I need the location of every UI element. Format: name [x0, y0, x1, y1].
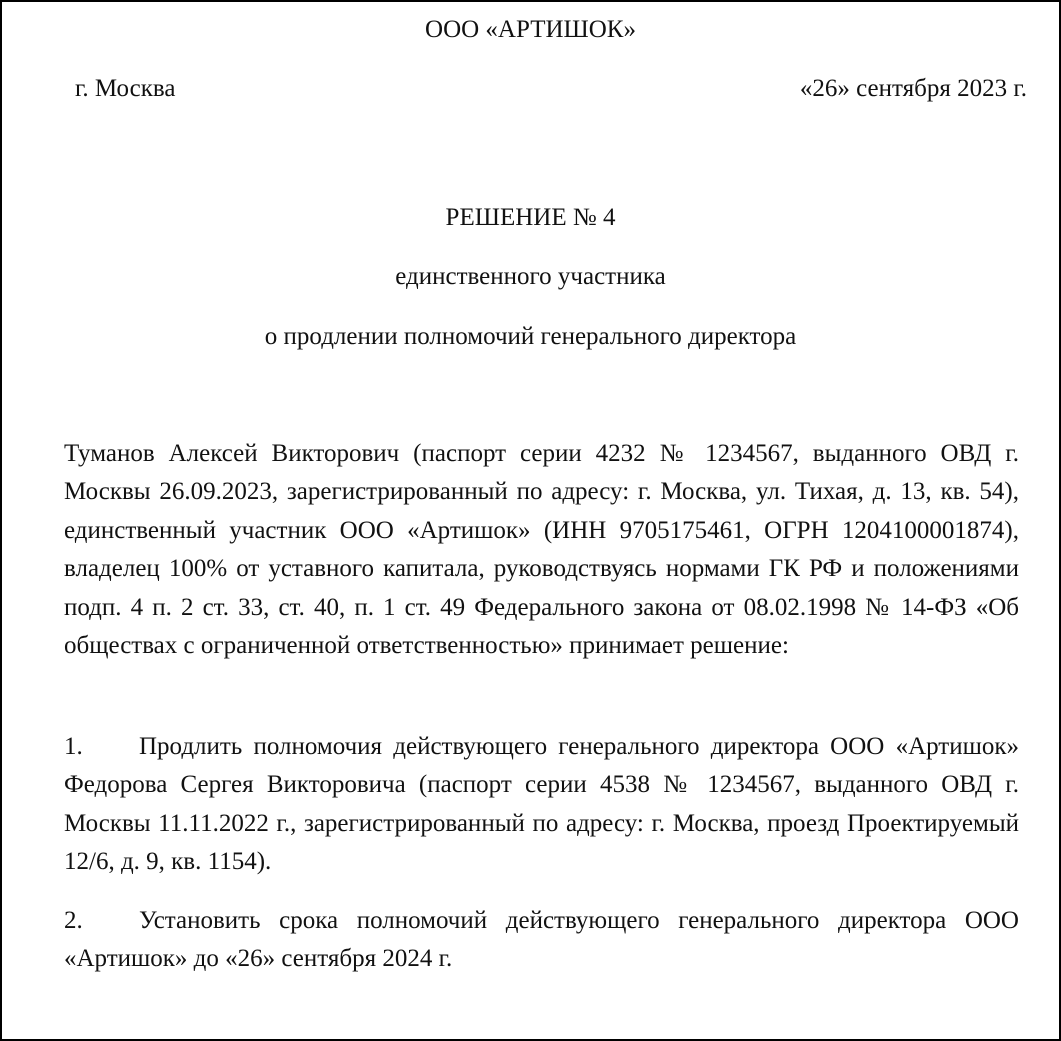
company-name: ООО «АРТИШОК»: [425, 16, 636, 43]
document-subtitle-line-1: единственного участника: [395, 263, 666, 290]
city: г. Москва: [75, 75, 176, 102]
decision-item-text: Установить срока полномочий действующего генерального директора ООО «Артишок» до «26» сентября 2024 г.: [64, 907, 1019, 973]
decision-item-1: [64, 728, 1019, 882]
decision-item-text: Продлить полномочия действующего генерального директора ООО «Артишок» Федорова Сергея Викторовича (паспорт серии 4538 № 1234567, выданного ОВД г. Москвы 11.11.2022 г., зарегистрированный по адресу: г. Москва, проезд Проектируемый 12/6, д. 9, кв. 1154).: [64, 733, 1019, 876]
document-date: «26» сентября 2023 г.: [799, 75, 1027, 102]
decision-item-number: 2.: [64, 907, 83, 934]
intro-paragraph: Туманов Алексей Викторович (паспорт серии 4232 № 1234567, выданного ОВД г. Москвы 26.09.2023, зарегистрированный по адресу: г. Москва, ул. Тихая, д. 13, кв. 54), единственный участник ООО «Артишок» (ИНН 9705175461, ОГРН 1204100001874), владелец 100% от уставного капитала, руководствуясь нормами ГК РФ и положениями подп. 4 п. 2 ст. 33, ст. 40, п. 1 ст. 49 Федерального закона от 08.02.1998 № 14-ФЗ «Об обществах с ограниченной ответственностью» принимает решение:: [64, 440, 1019, 660]
document-title: РЕШЕНИЕ № 4: [445, 204, 616, 231]
decision-item-number: 1.: [64, 733, 83, 760]
decision-item-2: [64, 902, 1019, 979]
document-subtitle-line-2: о продлении полномочий генерального директора: [264, 323, 797, 350]
